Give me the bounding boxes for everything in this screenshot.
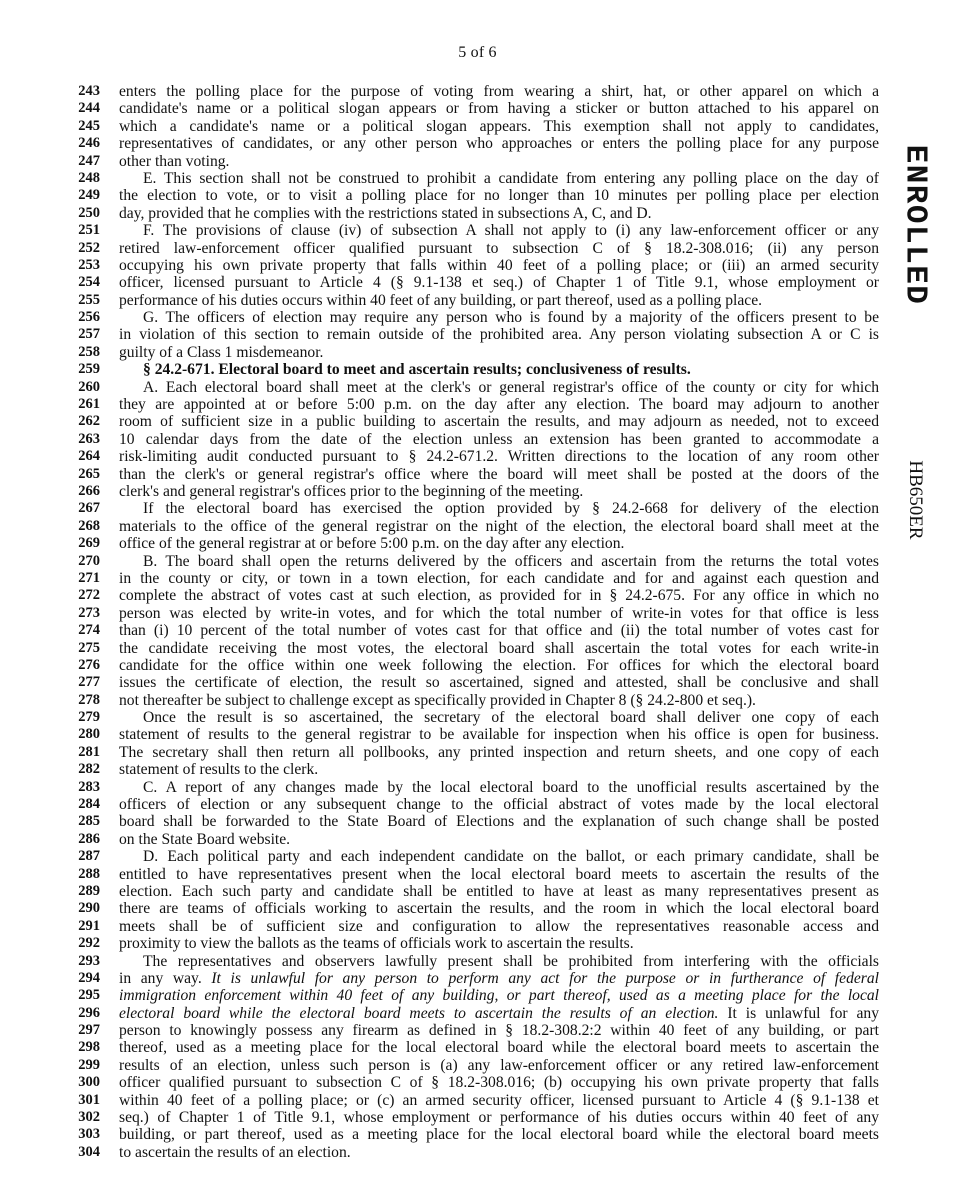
text-line (119, 1005, 879, 1022)
line-number: 255 (78, 291, 100, 308)
text-line (119, 535, 879, 552)
line-number: 244 (78, 100, 100, 117)
text-line (119, 953, 879, 970)
text-line (119, 1092, 879, 1109)
line-number: 295 (78, 987, 100, 1004)
line-number: 273 (78, 604, 100, 621)
text-segment: office of the general registrar at or before 5:00 p.m. on the day after any election. (119, 535, 625, 553)
line-number: 292 (78, 935, 100, 952)
text-segment: proximity to view the ballots as the teams of officials work to ascertain the results. (119, 935, 634, 953)
line-number: 302 (78, 1109, 100, 1126)
text-segment: guilty of a Class 1 misdemeanor. (119, 343, 324, 361)
line-number: 265 (78, 465, 100, 482)
line-number: 281 (78, 743, 100, 760)
line-number: 252 (78, 239, 100, 256)
text-segment: the candidate receiving the most votes, the electoral board shall ascertain the total votes for each write-in (119, 639, 879, 657)
text-segment: they are appointed at or before 5:00 p.m. on the day after any election. The board may adjourn to another (119, 396, 879, 414)
line-number: 260 (78, 378, 100, 395)
text-line (119, 640, 879, 657)
line-number: 278 (78, 691, 100, 708)
text-segment: in the county or city, or town in a town election, for each candidate and for and against each question and (119, 569, 879, 587)
text-segment: on the State Board website. (119, 830, 291, 848)
text-segment: there are teams of officials working to ascertain the results, and the room in which the local electoral board (119, 900, 879, 918)
text-segment: G. The officers of election may require any person who is found by a majority of the officers present to be (143, 309, 879, 327)
line-number: 290 (78, 900, 100, 917)
line-number: 258 (78, 343, 100, 360)
text-segment: § 24.2-671. Electoral board to meet and ascertain results; conclusiveness of results. (143, 361, 691, 379)
text-line (119, 657, 879, 674)
page-number: 5 of 6 (458, 44, 497, 61)
text-segment: occupying his own private property that falls within 40 feet of a polling place; or (iii) an armed security (119, 256, 879, 274)
text-segment: officer qualified pursuant to subsection C of § 18.2-308.016; (b) occupying his own private property that falls (119, 1074, 879, 1092)
line-number: 284 (78, 796, 100, 813)
text-line (119, 587, 879, 604)
line-number: 276 (78, 656, 100, 673)
text-line (119, 205, 879, 222)
line-number: 263 (78, 430, 100, 447)
text-line (119, 292, 879, 309)
text-line (119, 83, 879, 100)
line-number: 291 (78, 917, 100, 934)
text-line (119, 518, 879, 535)
text-line (119, 674, 879, 691)
text-line (119, 222, 879, 239)
text-line (119, 153, 879, 170)
line-number: 269 (78, 535, 100, 552)
text-line (119, 831, 879, 848)
line-number: 243 (78, 83, 100, 99)
line-number: 254 (78, 274, 100, 291)
document-body (119, 83, 879, 1161)
line-number: 304 (78, 1143, 100, 1160)
text-segment: issues the certificate of election, the result so ascertained, signed and attested, shall be conclusive and shall (119, 674, 879, 692)
text-line (119, 344, 879, 361)
text-line (119, 1144, 879, 1161)
text-segment: C. A report of any changes made by the local electoral board to the unofficial results ascertained by the (143, 778, 879, 796)
line-number: 249 (78, 187, 100, 204)
line-number: 303 (78, 1126, 100, 1143)
text-segment: in violation of this section to remain outside of the prohibited area. Any person violating subsection A or C is (119, 326, 879, 344)
text-segment: risk-limiting audit conducted pursuant to § 24.2-671.2. Written directions to the location of any room other (119, 448, 879, 466)
line-number: 268 (78, 517, 100, 534)
line-number: 271 (78, 569, 100, 586)
line-number: 275 (78, 639, 100, 656)
text-line (119, 466, 879, 483)
text-segment: complete the abstract of votes cast at such election, as provided for in § 24.2-675. For any office in which no (119, 587, 879, 605)
text-segment: than (i) 10 percent of the total number of votes cast for that office and (ii) the total number of votes cast for (119, 622, 879, 640)
line-number: 300 (78, 1074, 100, 1091)
enrolled-stamp-text: ENROLLED (897, 144, 933, 306)
line-number: 294 (78, 969, 100, 986)
text-line (119, 274, 879, 291)
text-segment: statement of results to the general registrar to be available for inspection when his office is open for business. (119, 726, 879, 744)
line-number: 286 (78, 830, 100, 847)
text-segment: performance of his duties occurs within 40 feet of any building, or part thereof, used as a polling place. (119, 291, 763, 309)
line-number-column (66, 83, 100, 1161)
line-number: 261 (78, 396, 100, 413)
text-line (119, 744, 879, 761)
text-line (119, 622, 879, 639)
text-line (119, 1109, 879, 1126)
text-segment: which a candidate's name or a political slogan appears. This exemption shall not apply to candidates, (119, 117, 879, 135)
text-segment: Once the result is so ascertained, the secretary of the electoral board shall deliver one copy of each (143, 709, 879, 727)
text-line (119, 170, 879, 187)
text-line (119, 779, 879, 796)
text-segment: other than voting. (119, 152, 230, 170)
text-line (119, 883, 879, 900)
text-segment: The representatives and observers lawfully present shall be prohibited from interfering with the officials (143, 952, 879, 970)
text-segment: thereof, used as a meeting place for the local electoral board while the electoral board meets to ascertain the (119, 1039, 879, 1057)
line-number: 298 (78, 1039, 100, 1056)
text-line (119, 309, 879, 326)
text-segment: F. The provisions of clause (iv) of subsection A shall not apply to (i) any law-enforcement officer or any (143, 222, 879, 240)
line-number: 246 (78, 135, 100, 152)
text-segment: materials to the office of the general registrar on the night of the election, the electoral board shall meet at the (119, 517, 879, 535)
text-segment: If the electoral board has exercised the option provided by § 24.2-668 for delivery of the election (143, 500, 879, 518)
line-number: 301 (78, 1091, 100, 1108)
text-segment: candidate for the office within one week following the election. For offices for which the electoral board (119, 656, 879, 674)
text-segment: officer, licensed pursuant to Article 4 (§ 9.1-138 et seq.) of Chapter 1 of Title 9.1, whose employment or (119, 274, 879, 292)
line-number: 293 (78, 952, 100, 969)
line-number: 299 (78, 1056, 100, 1073)
line-number: 264 (78, 448, 100, 465)
text-line (119, 1057, 879, 1074)
enrolled-stamp (897, 120, 933, 330)
text-segment: building, or part thereof, used as a meeting place for the local electoral board while the electoral board meets (119, 1126, 879, 1144)
line-number: 287 (78, 848, 100, 865)
text-line (119, 240, 879, 257)
text-line (119, 848, 879, 865)
italic-text-segment: immigration enforcement within 40 feet of any building, or part thereof, used as a meeting place for the local (119, 987, 879, 1005)
line-number: 248 (78, 169, 100, 186)
text-segment: entitled to have representatives present when the local electoral board meets to ascertain the results of the (119, 865, 879, 883)
text-line (119, 326, 879, 343)
text-line (119, 500, 879, 517)
text-segment: room of sufficient size in a public building to ascertain the results, and may adjourn as needed, not to exceed (119, 413, 879, 431)
text-line (119, 187, 879, 204)
text-segment: statement of results to the clerk. (119, 761, 319, 779)
text-segment: in any way. (119, 969, 212, 987)
text-segment: clerk's and general registrar's offices prior to the beginning of the meeting. (119, 482, 584, 500)
text-line (119, 257, 879, 274)
text-line (119, 413, 879, 430)
line-number: 279 (78, 709, 100, 726)
text-line (119, 1022, 879, 1039)
text-line (119, 796, 879, 813)
text-segment: board shall be forwarded to the State Board of Elections and the explanation of such change shall be posted (119, 813, 879, 831)
text-segment: day, provided that he complies with the restrictions stated in subsections A, C, and D. (119, 204, 652, 222)
line-number: 296 (78, 1004, 100, 1021)
text-line (119, 431, 879, 448)
text-segment: retired law-enforcement officer qualified pursuant to subsection C of § 18.2-308.016; (ii) any person (119, 239, 879, 257)
text-segment: meets shall be of sufficient size and configuration to allow the representatives reasonable access and (119, 917, 879, 935)
line-number: 289 (78, 882, 100, 899)
line-number: 288 (78, 865, 100, 882)
line-number: 253 (78, 256, 100, 273)
text-segment: candidate's name or a political slogan appears or from having a sticker or button attached to his apparel on (119, 100, 879, 118)
line-number: 297 (78, 1022, 100, 1039)
text-segment: representatives of candidates, or any other person who approaches or enters the polling place for any purpose (119, 135, 879, 153)
text-segment: not thereafter be subject to challenge except as specifically provided in Chapter 8 (§ 24.2-800 et seq.). (119, 691, 756, 709)
text-segment: enters the polling place for the purpose of voting from wearing a shirt, hat, or other apparel on which a (119, 83, 879, 100)
line-number: 282 (78, 761, 100, 778)
line-number: 250 (78, 204, 100, 221)
text-segment: within 40 feet of a polling place; or (c) an armed security officer, licensed pursuant to Article 4 (§ 9.1-138 et (119, 1091, 879, 1109)
line-number: 257 (78, 326, 100, 343)
text-line (119, 361, 879, 378)
text-line (119, 692, 879, 709)
text-segment: the election to vote, or to visit a polling place for no longer than 10 minutes per polling place per election (119, 187, 879, 205)
line-number: 270 (78, 552, 100, 569)
text-segment: seq.) of Chapter 1 of Title 9.1, whose employment or performance of his duties occurs within 40 feet of any (119, 1109, 879, 1127)
line-number: 272 (78, 587, 100, 604)
text-line (119, 866, 879, 883)
line-number: 267 (78, 500, 100, 517)
text-segment: D. Each political party and each independent candidate on the ballot, or each primary candidate, shall be (143, 848, 879, 866)
text-segment: results of an election, unless such person is (a) any law-enforcement officer or any retired law-enforcement (119, 1056, 879, 1074)
text-line (119, 709, 879, 726)
text-segment: to ascertain the results of an election. (119, 1143, 351, 1161)
text-line (119, 987, 879, 1004)
text-segment: election. Each such party and candidate shall be entitled to have at least as many representatives present as (119, 882, 879, 900)
bill-identifier-text: HB650ER (905, 460, 926, 540)
text-line (119, 813, 879, 830)
text-segment: than the clerk's or general registrar's office where the board will meet shall be posted at the doors of the (119, 465, 879, 483)
text-segment: officers of election or any subsequent change to the official abstract of votes made by the local electoral (119, 796, 879, 814)
text-line (119, 448, 879, 465)
line-number: 285 (78, 813, 100, 830)
text-line (119, 1039, 879, 1056)
text-segment: 10 calendar days from the date of the election unless an extension has been granted to accommodate a (119, 430, 879, 448)
text-line (119, 761, 879, 778)
text-segment: person was elected by write-in votes, and for which the total number of write-in votes for that office is less (119, 604, 879, 622)
line-number: 245 (78, 117, 100, 134)
bill-identifier (897, 445, 933, 555)
line-number: 256 (78, 309, 100, 326)
text-segment: B. The board shall open the returns delivered by the officers and ascertain from the returns the total votes (143, 552, 879, 570)
line-number: 247 (78, 152, 100, 169)
line-number: 251 (78, 222, 100, 239)
text-line (119, 900, 879, 917)
text-line (119, 100, 879, 117)
text-line (119, 570, 879, 587)
text-line (119, 135, 879, 152)
text-line (119, 553, 879, 570)
line-number: 274 (78, 622, 100, 639)
text-line (119, 970, 879, 987)
text-segment: person to knowingly possess any firearm as defined in § 18.2-308.2:2 within 40 feet of any building, or part (119, 1022, 879, 1040)
text-line (119, 605, 879, 622)
text-segment: It is unlawful for any (718, 1004, 880, 1022)
text-line (119, 1126, 879, 1143)
text-line (119, 118, 879, 135)
line-number: 259 (78, 361, 100, 378)
text-line (119, 918, 879, 935)
line-number: 262 (78, 413, 100, 430)
line-number: 266 (78, 482, 100, 499)
text-line (119, 396, 879, 413)
text-line (119, 1074, 879, 1091)
text-line (119, 379, 879, 396)
italic-text-segment: electoral board while the electoral board meets to ascertain the results of an election. (119, 1004, 719, 1022)
line-number: 283 (78, 778, 100, 795)
text-line (119, 935, 879, 952)
line-number: 280 (78, 726, 100, 743)
italic-text-segment: It is unlawful for any person to perform any act for the purpose or in furtherance of federal (211, 969, 879, 987)
text-line (119, 483, 879, 500)
text-segment: A. Each electoral board shall meet at the clerk's or general registrar's office of the county or city for which (143, 378, 879, 396)
text-line (119, 726, 879, 743)
text-segment: The secretary shall then return all pollbooks, any printed inspection and return sheets, and one copy of each (119, 743, 879, 761)
text-segment: E. This section shall not be construed to prohibit a candidate from entering any polling place on the day of (143, 169, 879, 187)
line-number: 277 (78, 674, 100, 691)
